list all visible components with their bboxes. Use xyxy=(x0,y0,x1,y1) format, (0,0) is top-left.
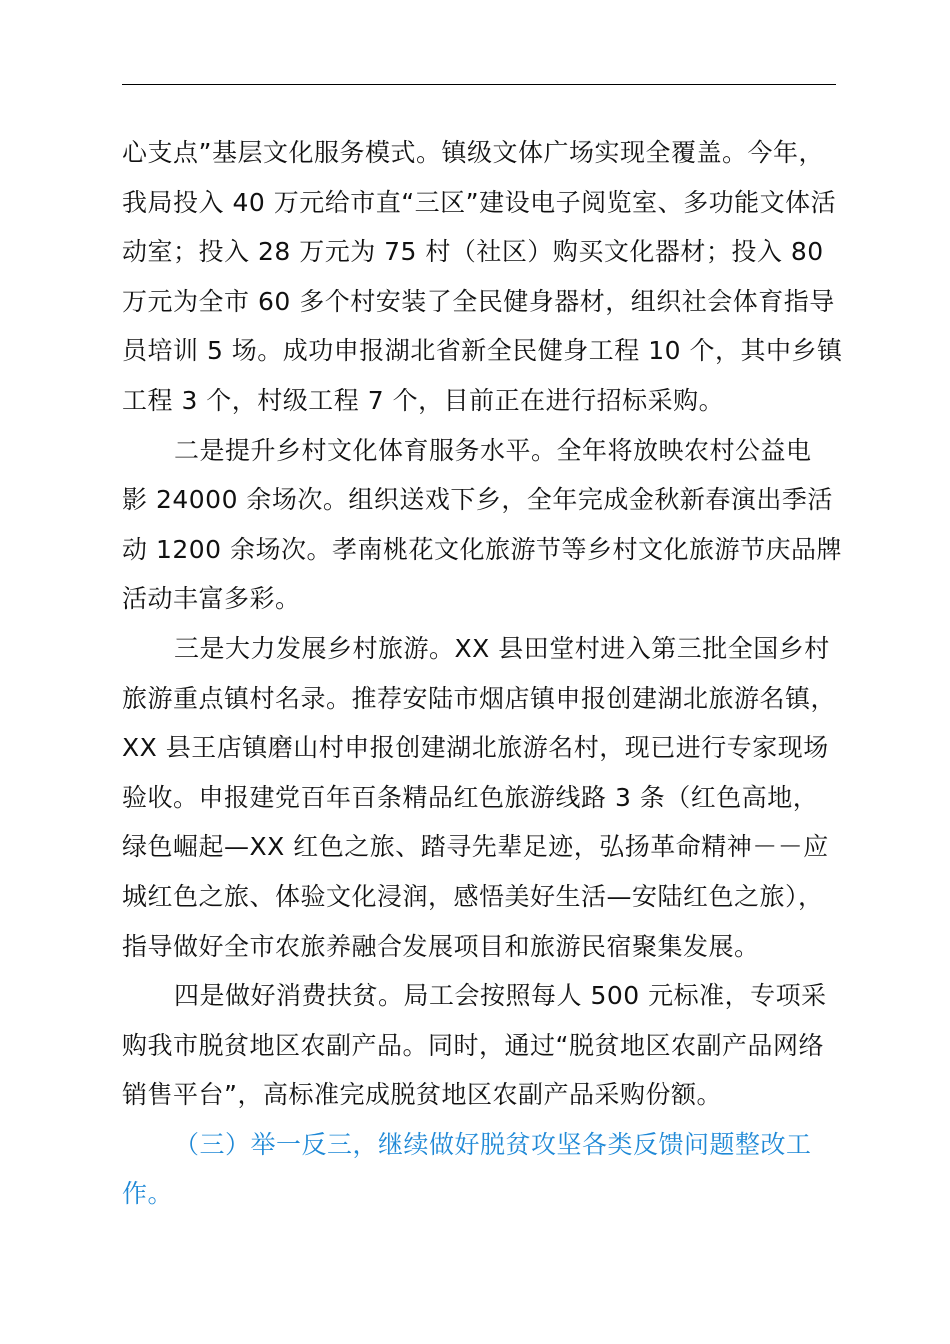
text-line: 三是大力发展乡村旅游。XX 县田堂村进入第三批全国乡村 xyxy=(174,633,830,663)
document-body xyxy=(122,128,843,1219)
text-line: 员培训 5 场。成功申报湖北省新全民健身工程 10 个，其中乡镇 xyxy=(122,336,843,366)
text-line: 城红色之旅、体验文化浸润，感悟美好生活—安陆红色之旅）， xyxy=(122,881,824,911)
text-line: 工程 3 个，村级工程 7 个，目前正在进行招标采购。 xyxy=(122,385,725,415)
paragraph xyxy=(122,971,838,1120)
text-line: 旅游重点镇村名录。推荐安陆市烟店镇申报创建湖北旅游名镇， xyxy=(122,683,837,713)
text-line: 指导做好全市农旅养融合发展项目和旅游民宿聚集发展。 xyxy=(122,931,760,961)
text-line: 四是做好消费扶贫。局工会按照每人 500 元标准，专项采 xyxy=(174,981,827,1011)
text-line: 活动丰富多彩。 xyxy=(122,584,301,614)
text-line: 二是提升乡村文化体育服务水平。全年将放映农村公益电 xyxy=(174,435,812,465)
text-line: 影 24000 余场次。组织送戏下乡，全年完成金秋新春演出季活 xyxy=(122,485,833,515)
text-line: 绿色崛起—XX 红色之旅、踏寻先辈足迹，弘扬革命精神－－应 xyxy=(122,832,829,862)
header-rule xyxy=(122,84,836,85)
text-line: 万元为全市 60 多个村安装了全民健身器材，组织社会体育指导 xyxy=(122,286,835,316)
paragraph xyxy=(122,624,838,971)
text-line: 动室；投入 28 万元为 75 村（社区）购买文化器材；投入 80 xyxy=(122,237,824,267)
text-line: 销售平台”，高标准完成脱贫地区农副产品采购份额。 xyxy=(122,1080,722,1110)
paragraph xyxy=(122,426,843,624)
text-line: 验收。申报建党百年百条精品红色旅游线路 3 条（红色高地， xyxy=(122,782,819,812)
text-line: 我局投入 40 万元给市直“三区”建设电子阅览室、多功能文体活 xyxy=(122,187,837,217)
text-line: 动 1200 余场次。孝南桃花文化旅游节等乡村文化旅游节庆品牌 xyxy=(122,534,843,564)
heading-line: 作。 xyxy=(122,1179,174,1209)
text-line: 购我市脱贫地区农副产品。同时，通过“脱贫地区农副产品网络 xyxy=(122,1030,824,1060)
paragraph xyxy=(122,128,843,426)
text-line: 心支点”基层文化服务模式。镇级文体广场实现全覆盖。今年， xyxy=(122,138,824,167)
section-heading xyxy=(122,1120,838,1219)
heading-line: （三）举一反三，继续做好脱贫攻坚各类反馈问题整改工 xyxy=(174,1129,812,1159)
text-line: XX 县王店镇磨山村申报创建湖北旅游名村，现已进行专家现场 xyxy=(122,733,829,763)
